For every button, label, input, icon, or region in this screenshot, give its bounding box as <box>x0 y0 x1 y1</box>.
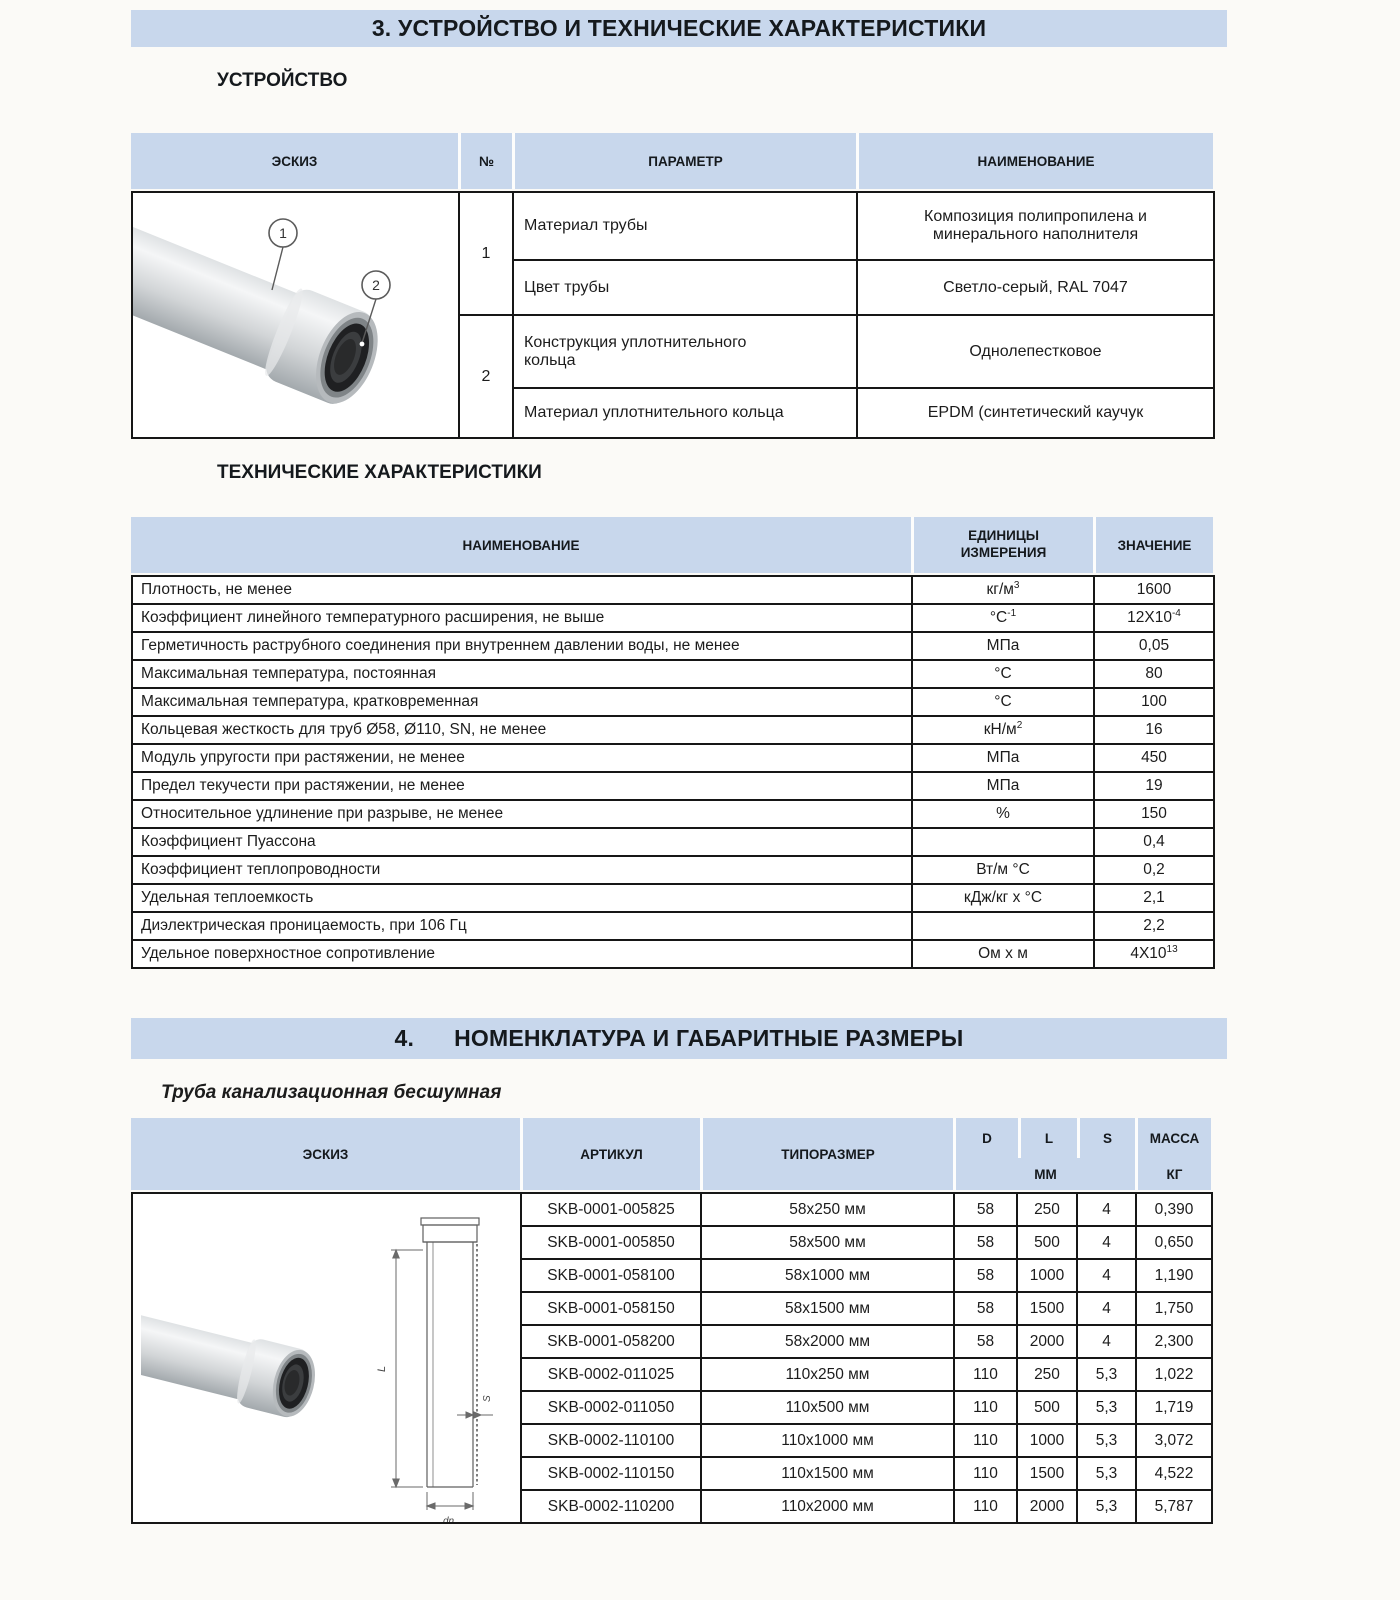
article-cell: SKB-0001-005850 <box>521 1226 701 1259</box>
pipe-sketch-cell <box>132 1193 521 1527</box>
l-cell: 2000 <box>1017 1490 1077 1523</box>
column-header-s: S <box>1077 1118 1135 1158</box>
article-cell: SKB-0001-058150 <box>521 1292 701 1325</box>
s-cell: 4 <box>1077 1292 1136 1325</box>
size-cell: 110х500 мм <box>701 1391 954 1424</box>
table-row <box>132 912 1214 940</box>
dim-length-label: L <box>376 1365 388 1372</box>
table-row <box>132 688 1214 716</box>
table-row <box>132 716 1214 744</box>
tech-value: 16 <box>1094 716 1214 744</box>
l-cell: 1000 <box>1017 1424 1077 1457</box>
tech-name: Диэлектрическая проницаемость, при 106 Гц <box>132 912 912 940</box>
tech-value: $4Х10^{13}$ <box>1094 940 1214 968</box>
tech-value: 19 <box>1094 772 1214 800</box>
tech-value: 0,05 <box>1094 632 1214 660</box>
article-cell: SKB-0002-110100 <box>521 1424 701 1457</box>
tech-value: 1600 <box>1094 576 1214 604</box>
column-header-d: D <box>982 1130 992 1146</box>
pipe-photo-cell <box>132 192 459 438</box>
l-cell: 250 <box>1017 1193 1077 1226</box>
tech-table-body <box>131 575 1215 969</box>
s-cell: 4 <box>1077 1259 1136 1292</box>
d-cell: 58 <box>954 1193 1017 1226</box>
column-group-mass <box>1135 1118 1211 1190</box>
l-cell: 1500 <box>1017 1292 1077 1325</box>
table-row <box>132 744 1214 772</box>
tech-value: 2,1 <box>1094 884 1214 912</box>
tech-unit: % <box>912 800 1094 828</box>
pipe-photo-small <box>141 1292 336 1447</box>
group-number: 2 <box>459 315 513 438</box>
tech-unit: $кг/м^3$ <box>912 576 1094 604</box>
article-cell: SKB-0001-058100 <box>521 1259 701 1292</box>
size-cell: 110х2000 мм <box>701 1490 954 1523</box>
column-header-param: ПАРАМЕТР <box>512 133 856 189</box>
param-cell: Конструкция уплотнительного кольца <box>513 315 857 388</box>
tech-value: 0,4 <box>1094 828 1214 856</box>
l-cell: 1000 <box>1017 1259 1077 1292</box>
tech-unit <box>912 828 1094 856</box>
nomenclature-table-body <box>131 1192 1213 1527</box>
param-cell: Цвет трубы <box>513 260 857 315</box>
tech-unit: Ом х м <box>912 940 1094 968</box>
s-cell: 5,3 <box>1077 1490 1136 1523</box>
column-header-article: АРТИКУЛ <box>520 1118 700 1190</box>
s-cell: 5,3 <box>1077 1391 1136 1424</box>
table-row <box>132 660 1214 688</box>
table-row <box>132 828 1214 856</box>
value-cell: Композиция полипропилена и минерального наполнителя <box>857 192 1214 260</box>
tech-name: Относительное удлинение при разрыве, не менее <box>132 800 912 828</box>
tech-heading: ТЕХНИЧЕСКИЕ ХАРАКТЕРИСТИКИ <box>217 462 542 483</box>
tech-value: 100 <box>1094 688 1214 716</box>
tech-value: 0,2 <box>1094 856 1214 884</box>
s-cell: 4 <box>1077 1226 1136 1259</box>
s-cell: 5,3 <box>1077 1424 1136 1457</box>
tech-value: 450 <box>1094 744 1214 772</box>
column-header-mass: МАССА <box>1149 1130 1200 1146</box>
d-cell: 110 <box>954 1391 1017 1424</box>
column-header-sketch: ЭСКИЗ <box>131 133 458 189</box>
section4-title: НОМЕНКЛАТУРА И ГАБАРИТНЫЕ РАЗМЕРЫ <box>454 1025 964 1051</box>
nomenclature-table <box>131 1118 1213 1527</box>
size-cell: 58х2000 мм <box>701 1325 954 1358</box>
tech-table <box>131 517 1213 969</box>
tech-unit: $^\circ С^{-1}$ <box>912 604 1094 632</box>
nomenclature-subtitle: Труба канализационная бесшумная <box>161 1082 502 1103</box>
mass-cell: 0,650 <box>1136 1226 1212 1259</box>
tech-unit: МПа <box>912 772 1094 800</box>
table-row <box>132 940 1214 968</box>
table-row <box>132 772 1214 800</box>
tech-unit <box>912 912 1094 940</box>
s-cell: 5,3 <box>1077 1457 1136 1490</box>
article-cell: SKB-0002-110150 <box>521 1457 701 1490</box>
tech-unit: °С <box>912 688 1094 716</box>
d-cell: 58 <box>954 1292 1017 1325</box>
l-cell: 2000 <box>1017 1325 1077 1358</box>
table-row <box>132 604 1214 632</box>
tech-unit: Вт/м °С <box>912 856 1094 884</box>
group-number: 1 <box>459 192 513 315</box>
mass-cell: 1,750 <box>1136 1292 1212 1325</box>
tech-unit: кДж/кг х °С <box>912 884 1094 912</box>
section3-title: 3. УСТРОЙСТВО И ТЕХНИЧЕСКИЕ ХАРАКТЕРИСТИКИ <box>371 15 987 41</box>
param-cell: Материал уплотнительного кольца <box>513 388 857 438</box>
section4-number: 4. <box>394 1025 415 1051</box>
tech-unit: МПа <box>912 744 1094 772</box>
tech-name: Предел текучести при растяжении, не менее <box>132 772 912 800</box>
size-cell: 110х1000 мм <box>701 1424 954 1457</box>
mass-cell: 5,787 <box>1136 1490 1212 1523</box>
value-cell: EPDM (синтетический каучук <box>857 388 1214 438</box>
mass-cell: 0,390 <box>1136 1193 1212 1226</box>
table-row <box>132 884 1214 912</box>
s-cell: 5,3 <box>1077 1358 1136 1391</box>
device-table-body <box>131 191 1215 439</box>
callout-1-number: 1 <box>279 225 287 241</box>
table-row <box>132 192 1214 260</box>
tech-name: Максимальная температура, кратковременная <box>132 688 912 716</box>
size-cell: 58х500 мм <box>701 1226 954 1259</box>
column-header-value: ЗНАЧЕНИЕ <box>1093 517 1213 573</box>
l-cell: 500 <box>1017 1226 1077 1259</box>
mass-cell: 1,719 <box>1136 1391 1212 1424</box>
table-row <box>132 856 1214 884</box>
dim-diameter-label: dn <box>443 1516 455 1527</box>
tech-name: Удельная теплоемкость <box>132 884 912 912</box>
dim-thickness-label: S <box>482 1395 493 1402</box>
column-group-dls <box>953 1118 1135 1190</box>
l-cell: 500 <box>1017 1391 1077 1424</box>
callout-2-number: 2 <box>372 277 380 293</box>
tech-name: Удельное поверхностное сопротивление <box>132 940 912 968</box>
tech-value: 80 <box>1094 660 1214 688</box>
unit-kg-label: КГ <box>1166 1166 1183 1182</box>
tech-name: Коэффициент теплопроводности <box>132 856 912 884</box>
l-cell: 250 <box>1017 1358 1077 1391</box>
column-header-unit: ЕДИНИЦЫ ИЗМЕРЕНИЯ <box>911 517 1093 573</box>
tech-name: Кольцевая жесткость для труб Ø58, Ø110, SN, не менее <box>132 716 912 744</box>
pipe-technical-drawing <box>369 1210 504 1527</box>
mass-cell: 4,522 <box>1136 1457 1212 1490</box>
d-cell: 110 <box>954 1457 1017 1490</box>
tech-unit: МПа <box>912 632 1094 660</box>
size-cell: 110х250 мм <box>701 1358 954 1391</box>
pipe-photo <box>133 193 456 432</box>
column-header-size: ТИПОРАЗМЕР <box>700 1118 953 1190</box>
table-row <box>132 800 1214 828</box>
s-cell: 4 <box>1077 1193 1136 1226</box>
article-cell: SKB-0001-005825 <box>521 1193 701 1226</box>
tech-name: Коэффициент линейного температурного расширения, не выше <box>132 604 912 632</box>
article-cell: SKB-0001-058200 <box>521 1325 701 1358</box>
size-cell: 58х250 мм <box>701 1193 954 1226</box>
column-header-number: № <box>458 133 512 189</box>
tech-name: Максимальная температура, постоянная <box>132 660 912 688</box>
section3-banner <box>131 10 1227 47</box>
value-cell: Светло-серый, RAL 7047 <box>857 260 1214 315</box>
device-table <box>131 133 1213 439</box>
size-cell: 58х1500 мм <box>701 1292 954 1325</box>
tech-name: Герметичность раструбного соединения при внутреннем давлении воды, не менее <box>132 632 912 660</box>
l-cell: 1500 <box>1017 1457 1077 1490</box>
tech-unit: $кН/м^2$ <box>912 716 1094 744</box>
device-table-header <box>131 133 1213 189</box>
mass-cell: 1,190 <box>1136 1259 1212 1292</box>
section4-banner <box>131 1018 1227 1059</box>
mass-cell: 2,300 <box>1136 1325 1212 1358</box>
s-cell: 4 <box>1077 1325 1136 1358</box>
size-cell: 110х1500 мм <box>701 1457 954 1490</box>
mass-cell: 1,022 <box>1136 1358 1212 1391</box>
unit-mm-label: ММ <box>1034 1166 1057 1182</box>
column-header-name: НАИМЕНОВАНИЕ <box>856 133 1213 189</box>
value-cell: Однолепестковое <box>857 315 1214 388</box>
nomenclature-table-header <box>131 1118 1213 1190</box>
table-row <box>132 1193 1212 1226</box>
tech-value: 2,2 <box>1094 912 1214 940</box>
table-row <box>132 576 1214 604</box>
column-header-sketch: ЭСКИЗ <box>131 1118 520 1190</box>
mass-cell: 3,072 <box>1136 1424 1212 1457</box>
article-cell: SKB-0002-011050 <box>521 1391 701 1424</box>
d-cell: 110 <box>954 1490 1017 1523</box>
table-row <box>132 632 1214 660</box>
column-header-l: L <box>1018 1118 1077 1158</box>
tech-value: $12Х10^{-4}$ <box>1094 604 1214 632</box>
d-cell: 110 <box>954 1358 1017 1391</box>
size-cell: 58х1000 мм <box>701 1259 954 1292</box>
article-cell: SKB-0002-110200 <box>521 1490 701 1523</box>
tech-value: 150 <box>1094 800 1214 828</box>
article-cell: SKB-0002-011025 <box>521 1358 701 1391</box>
callout-1-leader <box>272 247 283 290</box>
tech-unit: °С <box>912 660 1094 688</box>
d-cell: 58 <box>954 1325 1017 1358</box>
tech-name: Коэффициент Пуассона <box>132 828 912 856</box>
device-heading: УСТРОЙСТВО <box>217 70 348 91</box>
param-cell: Материал трубы <box>513 192 857 260</box>
tech-name: Модуль упругости при растяжении, не менее <box>132 744 912 772</box>
d-cell: 58 <box>954 1226 1017 1259</box>
tech-name: Плотность, не менее <box>132 576 912 604</box>
column-header-name: НАИМЕНОВАНИЕ <box>131 517 911 573</box>
d-cell: 58 <box>954 1259 1017 1292</box>
tech-table-header <box>131 517 1213 573</box>
d-cell: 110 <box>954 1424 1017 1457</box>
